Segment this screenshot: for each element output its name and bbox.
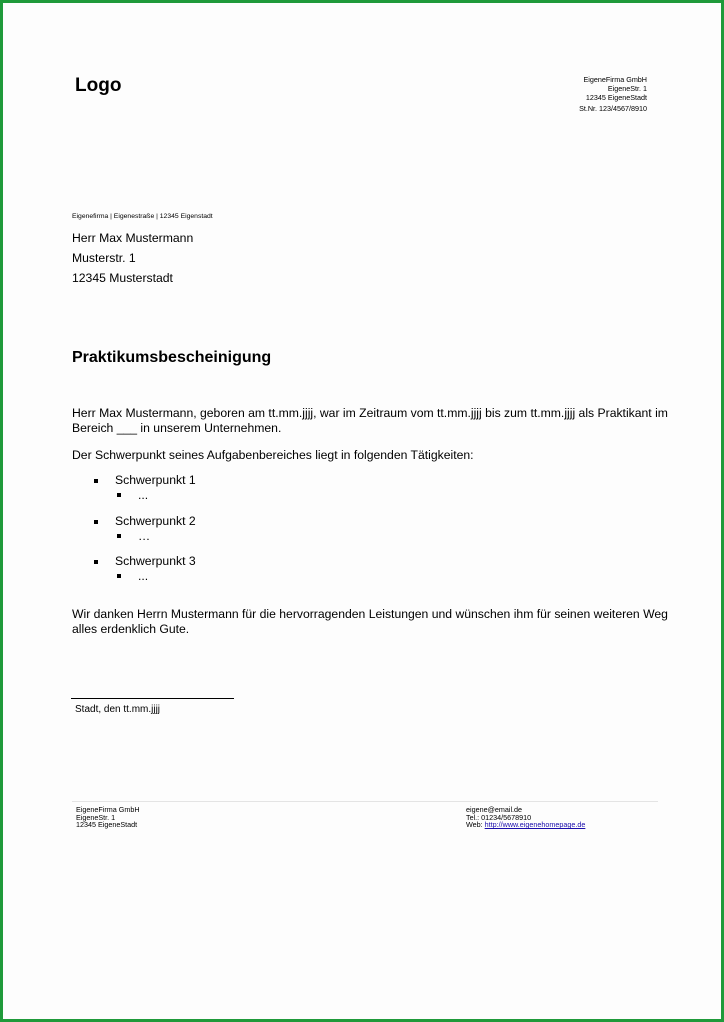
intro-paragraph: Herr Max Mustermann, geboren am tt.mm.jjjj, war im Zeitraum vom tt.mm.jjjj bis zum tt.mm.jjjj als Praktikant im Bereich ___ in unserem Unternehmen. xyxy=(72,406,668,435)
square-bullet-icon xyxy=(94,479,98,483)
document-title: Praktikumsbescheinigung xyxy=(72,349,272,366)
square-bullet-icon xyxy=(117,534,121,538)
footer-phone: Tel.: 01234/5678910 xyxy=(466,812,532,822)
company-street: EigeneStr. 1 xyxy=(607,84,647,93)
square-bullet-icon xyxy=(94,520,98,524)
square-bullet-icon xyxy=(117,574,121,578)
footer-web xyxy=(466,821,585,829)
list-item xyxy=(92,554,196,595)
footer-contact xyxy=(466,806,585,829)
company-header xyxy=(583,75,647,102)
list-item xyxy=(92,514,196,555)
company-name: EigeneFirma GmbH xyxy=(583,75,647,84)
company-city: 12345 EigeneStadt xyxy=(585,93,647,102)
sender-line: Eigenefirma | Eigenestraße | 12345 Eigenstadt xyxy=(72,213,213,220)
sub-list-item xyxy=(115,529,196,543)
sub-list-item xyxy=(115,569,196,583)
footer-company-address xyxy=(76,806,140,829)
website-link[interactable]: http://www.eigenehomepage.de xyxy=(484,820,586,830)
square-bullet-icon xyxy=(94,560,98,564)
footer-city: 12345 EigeneStadt xyxy=(76,820,138,830)
signature-line xyxy=(71,698,234,699)
footer-street: EigeneStr. 1 xyxy=(76,812,116,822)
recipient-name: Herr Max Mustermann xyxy=(72,231,194,245)
focus-item-label: Schwerpunkt 2 xyxy=(115,513,196,528)
footer-company-name: EigeneFirma GmbH xyxy=(76,805,140,814)
footer-email[interactable]: eigene@email.de xyxy=(466,805,523,814)
sub-item-text: … xyxy=(138,528,151,543)
footer-divider xyxy=(72,801,658,802)
logo: Logo xyxy=(75,75,122,96)
square-bullet-icon xyxy=(117,493,121,497)
sub-item-text: ... xyxy=(138,488,149,502)
list-item xyxy=(92,473,196,514)
closing-paragraph: Wir danken Herrn Mustermann für die hervorragenden Leistungen und wünschen ihm für seinen weiteren Weg alles erdenklich Gute. xyxy=(72,607,668,636)
focus-intro-paragraph: Der Schwerpunkt seines Aufgabenbereiches liegt in folgenden Tätigkeiten: xyxy=(72,448,474,462)
sub-item-text: ... xyxy=(138,569,149,583)
focus-list xyxy=(92,473,196,595)
footer-web-label: Web: xyxy=(466,820,485,830)
recipient-address xyxy=(72,228,193,288)
focus-item-label: Schwerpunkt 3 xyxy=(115,554,196,568)
recipient-city: 12345 Musterstadt xyxy=(72,271,173,285)
sub-list-item xyxy=(115,488,196,502)
focus-item-label: Schwerpunkt 1 xyxy=(115,473,196,487)
recipient-street: Musterstr. 1 xyxy=(72,251,136,265)
place-date: Stadt, den tt.mm.jjjj xyxy=(75,704,161,715)
tax-number: St.Nr. 123/4567/8910 xyxy=(579,104,647,113)
